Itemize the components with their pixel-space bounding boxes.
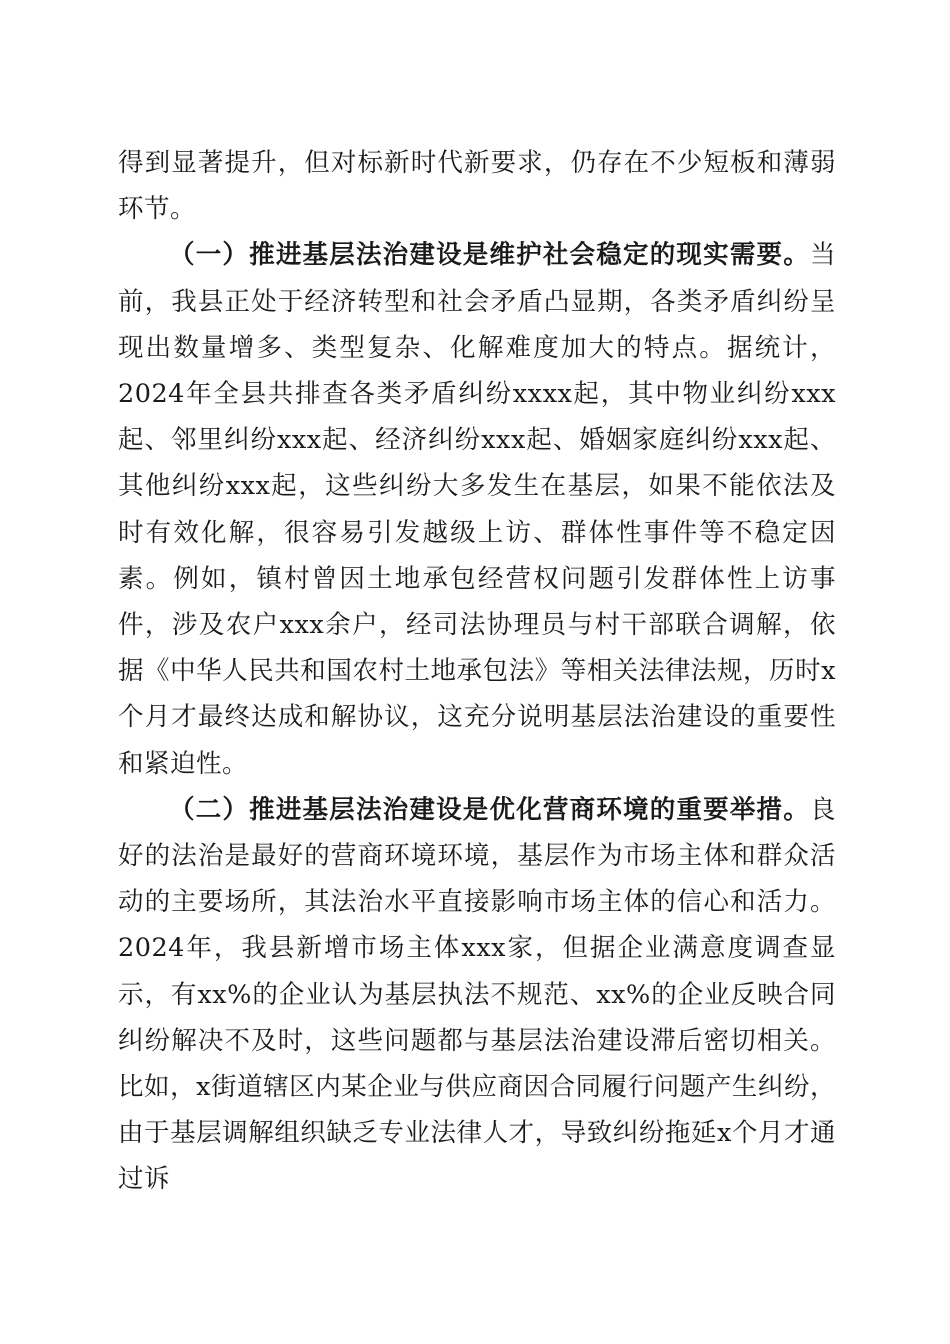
section-heading: （二）推进基层法治建设是优化营商环境的重要举措。 <box>169 794 810 825</box>
paragraph-continuation <box>118 140 836 232</box>
paragraph-text: 当前，我县正处于经济转型和社会矛盾凸显期，各类矛盾纠纷呈现出数量增多、类型复杂、化解难度加大的特点。据统计，2024年全县共排查各类矛盾纠纷xxxx起，其中物业纠纷xxx起、邻里纠纷xxx起、经济纠纷xxx起、婚姻家庭纠纷xxx起、其他纠纷xxx起，这些纠纷大多发生在基层，如果不能依法及时有效化解，很容易引发越级上访、群体性事件等不稳定因素。例如，镇村曾因土地承包经营权问题引发群体性上访事件，涉及农户xxx余户，经司法协理员与村干部联合调解，依据《中华人民共和国农村土地承包法》等相关法律法规，历时x个月才最终达成和解协议，这充分说明基层法治建设的重要性和紧迫性。 <box>118 240 836 779</box>
section-heading: （一）推进基层法治建设是维护社会稳定的现实需要。 <box>169 240 810 271</box>
paragraph-text: 得到显著提升，但对标新时代新要求，仍存在不少短板和薄弱环节。 <box>118 148 836 225</box>
paragraph-section-1 <box>118 232 836 786</box>
paragraph-text: 良好的法治是最好的营商环境环境，基层作为市场主体和群众活动的主要场所，其法治水平直接影响市场主体的信心和活力。2024年，我县新增市场主体xxx家，但据企业满意度调查显示，有xx%的企业认为基层执法不规范、xx%的企业反映合同纠纷解决不及时，这些问题都与基层法治建设滞后密切相关。比如，x街道辖区内某企业与供应商因合同履行问题产生纠纷，由于基层调解组织缺乏专业法律人才，导致纠纷拖延x个月才通过诉 <box>118 794 836 1195</box>
paragraph-section-2 <box>118 787 836 1203</box>
document-page <box>118 140 836 1203</box>
